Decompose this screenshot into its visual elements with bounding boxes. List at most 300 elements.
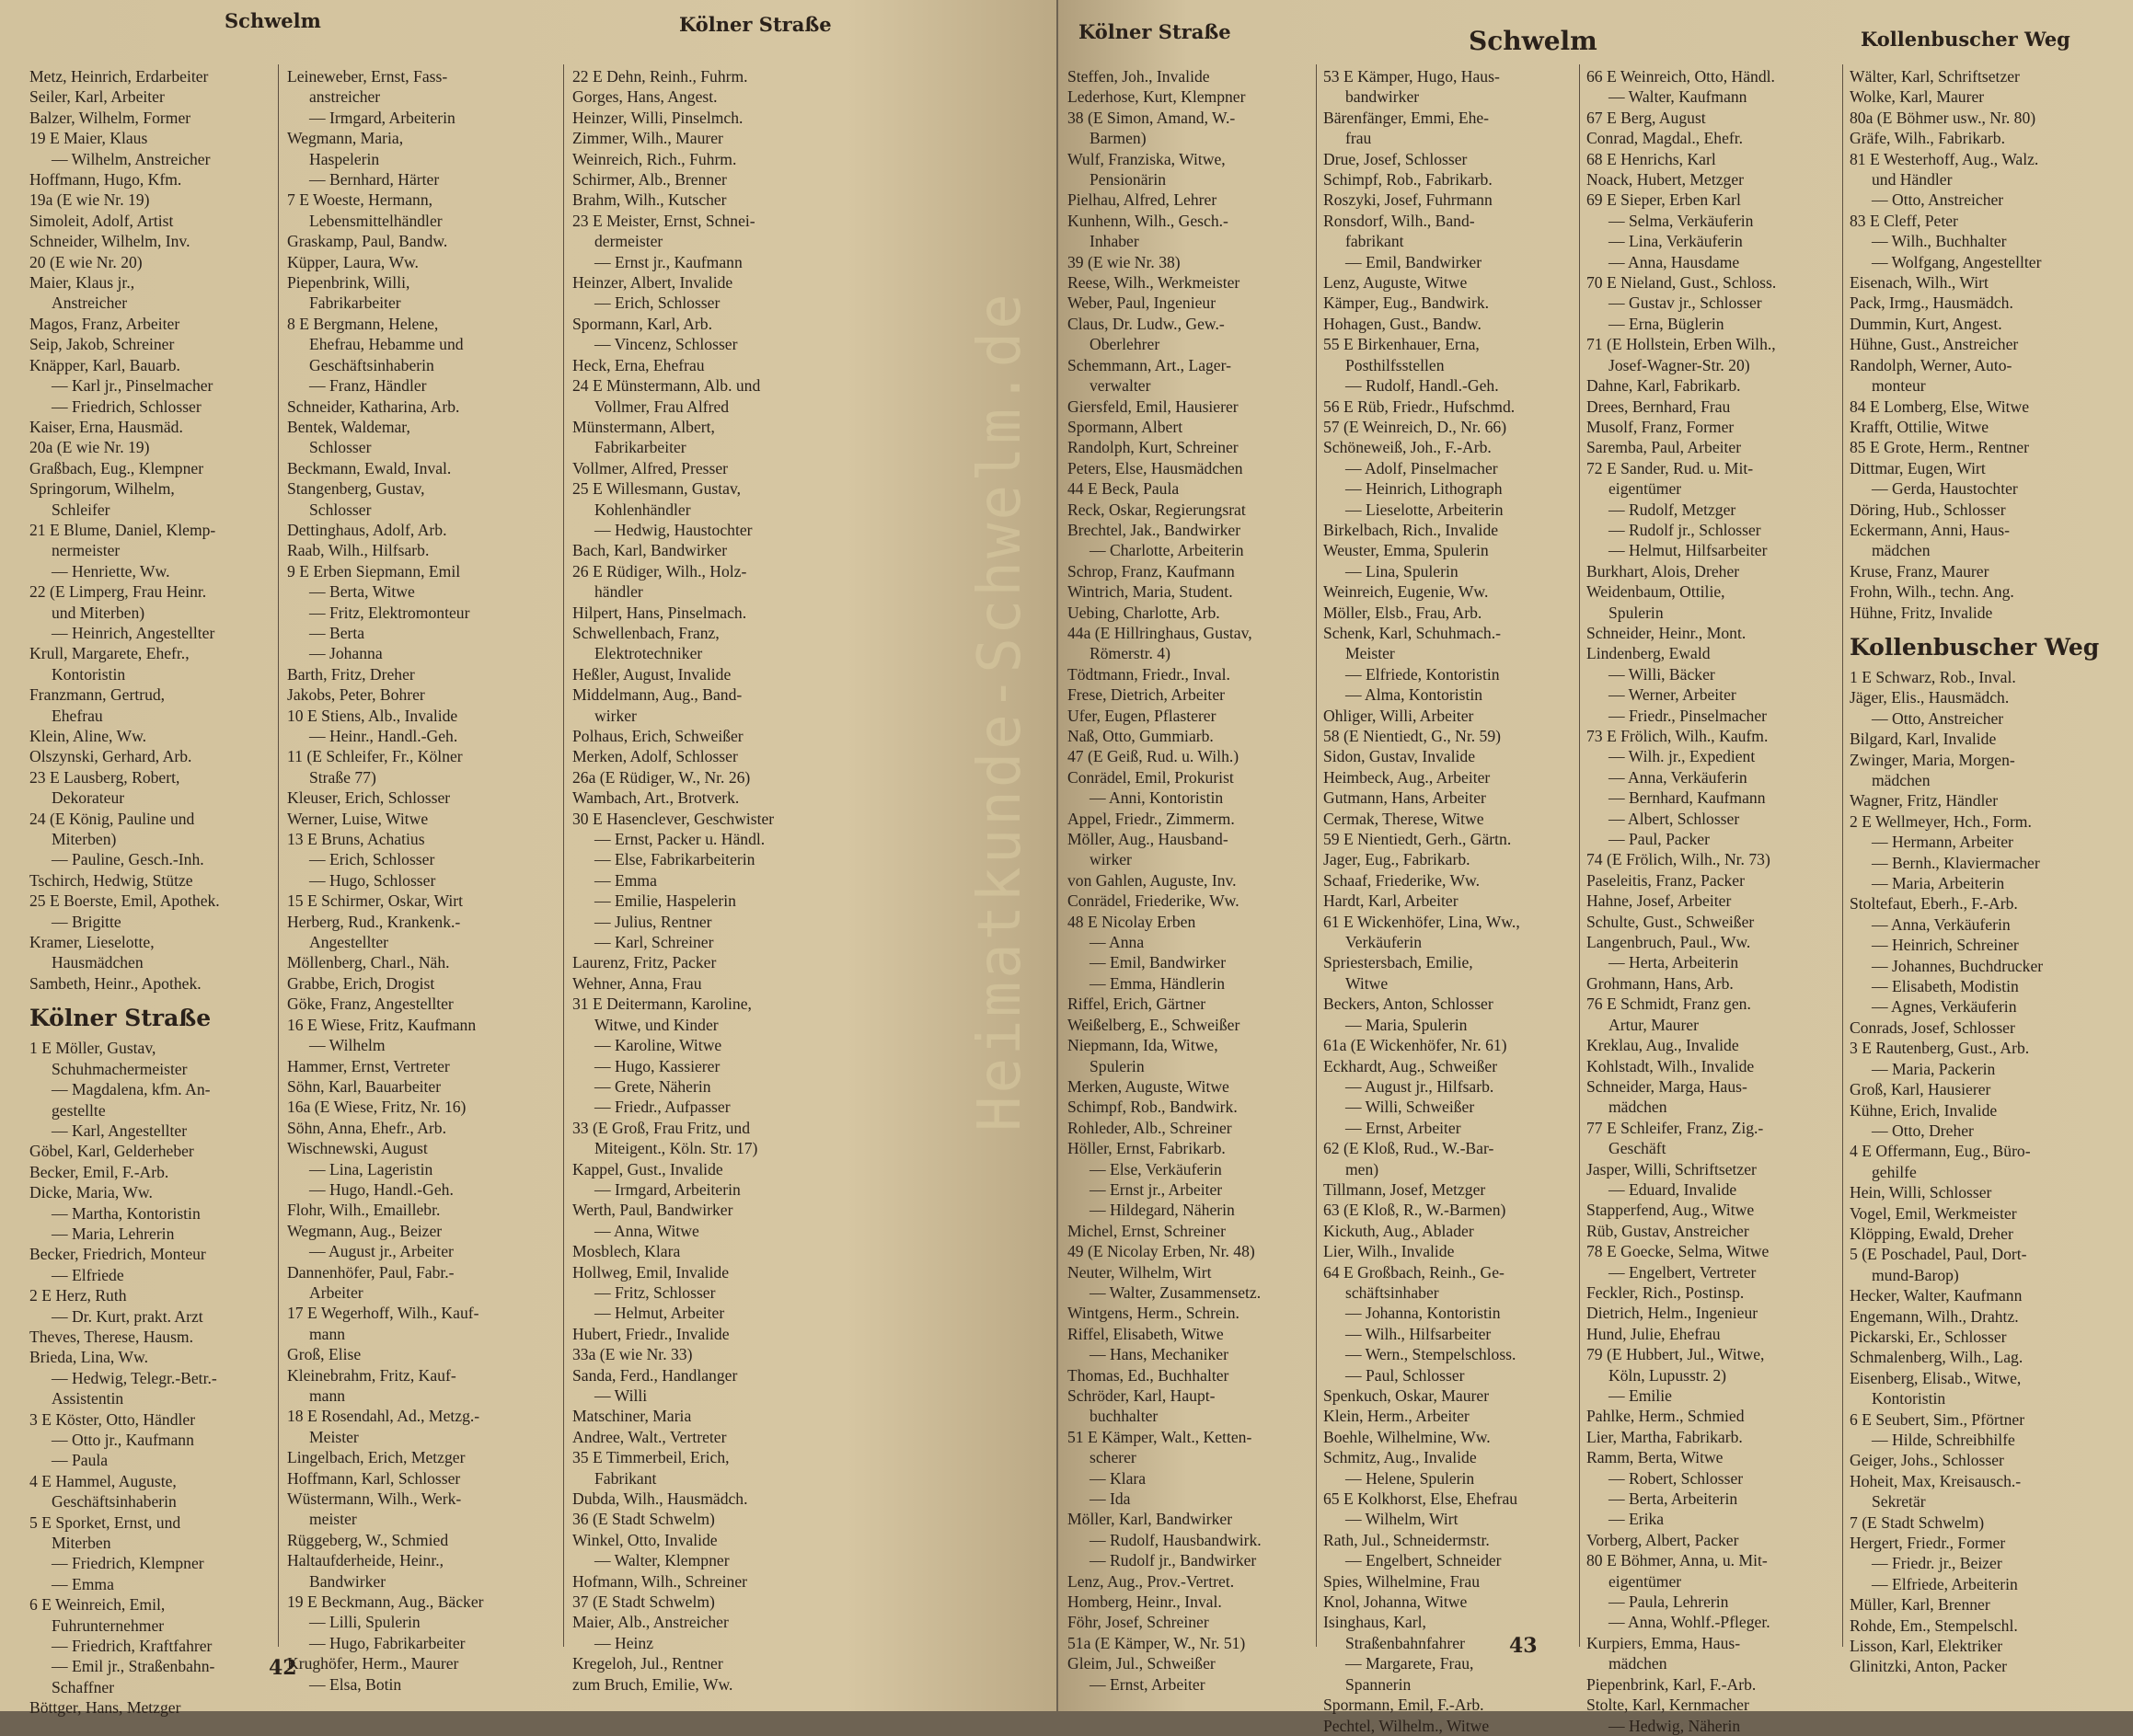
directory-entry: Weber, Paul, Ingenieur — [1067, 293, 1216, 313]
running-head-town: Schwelm — [225, 9, 321, 32]
directory-entry: — Emilie — [1608, 1386, 1672, 1405]
directory-entry: 72 E Sander, Rud. u. Mit- — [1586, 458, 1754, 477]
directory-entry: — Rudolf jr., Bandwirker — [1090, 1551, 1257, 1570]
directory-entry: — Wilhelm — [309, 1036, 386, 1055]
directory-entry: 23 E Meister, Ernst, Schnei- — [572, 211, 755, 230]
directory-entry: Schmalenberg, Wilh., Lag. — [1850, 1348, 2023, 1367]
directory-entry: — Maria, Packerin — [1872, 1059, 1996, 1078]
directory-entry: verwalter — [1090, 376, 1151, 396]
directory-entry: Riffel, Erich, Gärtner — [1067, 994, 1206, 1014]
directory-entry: 24 E Münstermann, Alb. und — [572, 376, 761, 396]
directory-entry: Angestellter — [309, 933, 388, 952]
directory-entry: Sidon, Gustav, Invalide — [1323, 747, 1476, 766]
directory-entry: — Adolf, Pinselmacher — [1345, 458, 1498, 477]
directory-entry: Gutmann, Hans, Arbeiter — [1323, 788, 1486, 808]
directory-entry: Bandwirker — [309, 1571, 386, 1591]
directory-entry: bandwirker — [1345, 87, 1420, 107]
directory-entry: 81 E Westerhoff, Aug., Walz. — [1850, 149, 2039, 168]
directory-entry: Seip, Jakob, Schreiner — [29, 335, 175, 354]
directory-entry: Höller, Ernst, Fabrikarb. — [1067, 1139, 1226, 1158]
directory-entry: Kreklau, Aug., Invalide — [1586, 1036, 1739, 1055]
directory-entry: wirker — [594, 706, 637, 725]
directory-entry: Birkelbach, Rich., Invalide — [1323, 520, 1499, 539]
directory-entry: — Heinrich, Angestellter — [52, 623, 215, 642]
directory-entry: Haltaufderheide, Heinr., — [287, 1551, 444, 1570]
directory-entry: Wälter, Karl, Schriftsetzer — [1850, 67, 2020, 86]
directory-entry: — Karl, Angestellter — [52, 1121, 188, 1140]
directory-entry: Göke, Franz, Angestellter — [287, 994, 454, 1014]
directory-entry: — Klara — [1090, 1468, 1147, 1488]
directory-entry: Möller, Aug., Hausband- — [1067, 830, 1228, 849]
directory-entry: — Robert, Schlosser — [1608, 1468, 1744, 1488]
directory-entry: Ehefrau — [52, 706, 103, 725]
directory-entry: Sambeth, Heinr., Apothek. — [29, 973, 202, 993]
directory-entry: Straßenbahnfahrer — [1345, 1633, 1465, 1652]
directory-entry: Miterben — [52, 1534, 111, 1553]
directory-entry: Anstreicher — [52, 293, 128, 313]
directory-entry: Döring, Hub., Schlosser — [1850, 500, 2006, 519]
directory-entry: wirker — [1090, 850, 1132, 869]
directory-entry: 6 E Weinreich, Emil, — [29, 1595, 166, 1615]
directory-entry: — Karl jr., Pinselmacher — [52, 376, 213, 396]
directory-entry: und Miterben) — [52, 603, 145, 622]
directory-entry: frau — [1345, 129, 1372, 148]
directory-entry: — Helmut, Hilfsarbeiter — [1608, 541, 1768, 560]
directory-entry: Hein, Willi, Schlosser — [1850, 1183, 1992, 1202]
directory-entry: Piepenbrink, Willi, — [287, 273, 410, 293]
directory-entry: Kramer, Lieselotte, — [29, 933, 155, 952]
directory-entry: 19 E Maier, Klaus — [29, 129, 148, 148]
directory-entry: — Helmut, Arbeiter — [594, 1304, 725, 1323]
directory-entry: — Dr. Kurt, prakt. Arzt — [52, 1306, 203, 1326]
directory-entry: Haspelerin — [309, 149, 380, 168]
directory-entry: Dekorateur — [52, 788, 125, 808]
directory-entry: men) — [1345, 1159, 1379, 1178]
directory-entry: — August jr., Hilfsarb. — [1345, 1076, 1494, 1096]
directory-entry: monteur — [1872, 376, 1926, 396]
directory-entry: Magos, Franz, Arbeiter — [29, 314, 180, 333]
directory-entry: — Albert, Schlosser — [1608, 809, 1740, 828]
directory-entry: Miteigent., Köln. Str. 17) — [594, 1139, 758, 1158]
directory-entry: Ehefrau, Hebamme und — [309, 335, 464, 354]
directory-entry: — Willi — [594, 1386, 648, 1405]
directory-entry: — Maria, Spulerin — [1345, 1015, 1468, 1034]
directory-entry: — Grete, Näherin — [594, 1076, 711, 1096]
directory-entry: — Rudolf, Metzger — [1608, 500, 1736, 519]
column-rule — [563, 64, 564, 1647]
directory-entry: Meister — [309, 1427, 359, 1446]
directory-entry: Spies, Wilhelmine, Frau — [1323, 1571, 1481, 1591]
directory-entry: Dubda, Wilh., Hausmädch. — [572, 1489, 748, 1509]
directory-entry: Weinreich, Rich., Fuhrm. — [572, 149, 737, 168]
directory-entry: — Bernhard, Härter — [309, 170, 440, 190]
directory-entry: — Hugo, Handl.-Geh. — [309, 1179, 454, 1199]
directory-entry: Schmitz, Aug., Invalide — [1323, 1448, 1477, 1467]
directory-entry: — Emma — [594, 870, 657, 890]
street-heading: Kölner Straße — [29, 1005, 212, 1032]
directory-entry: Geschäftsinhaberin — [52, 1492, 177, 1512]
directory-entry: Artur, Maurer — [1608, 1015, 1699, 1034]
directory-entry: Randolph, Werner, Auto- — [1850, 355, 2012, 374]
directory-entry: Heßler, August, Invalide — [572, 664, 732, 684]
directory-entry: Schleifer — [52, 500, 110, 519]
directory-entry: Maier, Klaus jr., — [29, 273, 135, 293]
directory-entry: Inhaber — [1090, 232, 1139, 251]
directory-entry: — Hugo, Kassierer — [594, 1056, 721, 1075]
directory-entry: Burkhart, Alois, Dreher — [1586, 561, 1740, 581]
directory-entry: mädchen — [1872, 541, 1931, 560]
directory-entry: Eisenach, Wilh., Wirt — [1850, 273, 1989, 293]
running-head-street: Kölner Straße — [679, 13, 832, 36]
directory-entry: Wintgens, Herm., Schrein. — [1067, 1304, 1239, 1323]
directory-entry: Wintrich, Maria, Student. — [1067, 582, 1233, 602]
directory-entry: Krughöfer, Herm., Maurer — [287, 1654, 459, 1673]
directory-entry: Claus, Dr. Ludw., Gew.- — [1067, 314, 1225, 333]
directory-entry: — Erich, Schlosser — [594, 293, 721, 313]
directory-entry: Assistentin — [52, 1389, 124, 1408]
directory-entry: — Otto, Dreher — [1872, 1121, 1974, 1140]
directory-entry: Beckmann, Ewald, Inval. — [287, 458, 452, 477]
directory-entry: — Hedwig, Telegr.-Betr.- — [52, 1368, 217, 1387]
running-head-street: Kollenbuscher Weg — [1861, 28, 2070, 51]
directory-entry: Werth, Paul, Bandwirker — [572, 1201, 733, 1220]
directory-entry: 44a (E Hillringhaus, Gustav, — [1067, 623, 1252, 642]
directory-entry: 31 E Deitermann, Karoline, — [572, 994, 752, 1014]
directory-entry: Heimbeck, Aug., Arbeiter — [1323, 767, 1491, 787]
directory-entry: — Rudolf, Hausbandwirk. — [1090, 1530, 1262, 1549]
directory-entry: — Friedr., Aufpasser — [594, 1098, 731, 1117]
directory-entry: Glinitzki, Anton, Packer — [1850, 1657, 2008, 1676]
directory-entry: Lingelbach, Erich, Metzger — [287, 1448, 466, 1467]
directory-entry: Heinzer, Albert, Invalide — [572, 273, 733, 293]
directory-entry: — Ernst, Arbeiter — [1090, 1674, 1205, 1694]
directory-entry: Polhaus, Erich, Schweißer — [572, 727, 744, 745]
directory-entry: händler — [594, 582, 643, 602]
directory-entry: Pahlke, Herm., Schmied — [1586, 1407, 1745, 1426]
directory-entry: Schimpf, Rob., Bandwirk. — [1067, 1098, 1238, 1117]
directory-entry: — Johanna — [309, 644, 383, 663]
address-column — [287, 66, 558, 1694]
directory-entry: — Selma, Verkäuferin — [1608, 211, 1754, 230]
directory-entry: 62 (E Kloß, Rud., W.-Bar- — [1323, 1139, 1494, 1158]
directory-entry: gestellte — [52, 1100, 106, 1120]
directory-entry: — Maria, Arbeiterin — [1872, 874, 2005, 893]
directory-entry: Hausmädchen — [52, 953, 144, 972]
directory-entry: Lederhose, Kurt, Klempner — [1067, 87, 1246, 107]
directory-entry: Rüb, Gustav, Anstreicher — [1586, 1221, 1749, 1240]
page-header — [0, 0, 1056, 64]
directory-entry: Andree, Walt., Vertreter — [572, 1427, 727, 1446]
directory-entry: Geschäft — [1608, 1139, 1666, 1158]
directory-entry: — Elsa, Botin — [309, 1674, 402, 1694]
directory-entry: von Gahlen, Auguste, Inv. — [1067, 870, 1237, 890]
directory-entry: — Emma, Händlerin — [1090, 973, 1226, 993]
directory-entry: 25 E Boerste, Emil, Apothek. — [29, 891, 220, 911]
directory-entry: Reese, Wilh., Werkmeister — [1067, 273, 1240, 293]
directory-entry: Hühne, Fritz, Invalide — [1850, 603, 1993, 622]
directory-entry: Knäpper, Karl, Bauarb. — [29, 355, 180, 374]
directory-entry: Wagner, Fritz, Händler — [1850, 791, 1999, 811]
directory-entry: — Walter, Klempner — [594, 1551, 730, 1570]
directory-entry: 1 E Schwarz, Rob., Inval. — [1850, 667, 2016, 686]
directory-entry: Brechtel, Jak., Bandwirker — [1067, 520, 1241, 539]
directory-entry: Lenz, Auguste, Witwe — [1323, 273, 1468, 293]
directory-entry: Knol, Johanna, Witwe — [1323, 1592, 1468, 1612]
directory-entry: Schneider, Wilhelm, Inv. — [29, 232, 190, 251]
directory-entry: — Alma, Kontoristin — [1345, 685, 1483, 705]
directory-entry: Klein, Aline, Ww. — [29, 727, 147, 745]
directory-entry: Schaffner — [52, 1677, 115, 1696]
directory-entry: 15 E Schirmer, Oskar, Wirt — [287, 891, 464, 911]
directory-entry: Schneider, Katharina, Arb. — [287, 397, 460, 416]
directory-entry: Neuter, Wilhelm, Wirt — [1067, 1262, 1212, 1282]
directory-entry: Spenkuch, Oskar, Maurer — [1323, 1386, 1490, 1405]
directory-entry: Paseleitis, Franz, Packer — [1586, 870, 1745, 890]
directory-entry: Bilgard, Karl, Invalide — [1850, 730, 1997, 749]
directory-entry: Vorberg, Albert, Packer — [1586, 1530, 1739, 1549]
directory-entry: Reck, Oskar, Regierungsrat — [1067, 500, 1246, 519]
directory-entry: eigentümer — [1608, 479, 1682, 499]
directory-entry: — Lina, Verkäuferin — [1608, 232, 1743, 251]
directory-entry: Dahne, Karl, Fabrikarb. — [1586, 376, 1741, 396]
directory-entry: 61a (E Wickenhöfer, Nr. 61) — [1323, 1036, 1507, 1055]
directory-entry: Rohde, Em., Stempelschl. — [1850, 1615, 2018, 1635]
directory-entry: — Anna, Wohlf.-Pfleger. — [1608, 1613, 1770, 1632]
left-page — [0, 0, 1056, 1718]
directory-entry: 33a (E wie Nr. 33) — [572, 1345, 693, 1364]
directory-entry: — Engelbert, Vertreter — [1608, 1262, 1757, 1282]
directory-entry: Kunhenn, Wilh., Gesch.- — [1067, 211, 1228, 230]
directory-entry: Gleim, Jul., Schweißer — [1067, 1654, 1216, 1673]
directory-entry: Elektrotechniker — [594, 644, 703, 663]
directory-entry: Jager, Eug., Fabrikarb. — [1323, 850, 1470, 869]
directory-entry: Frese, Dietrich, Arbeiter — [1067, 685, 1225, 705]
directory-entry: Barmen) — [1090, 129, 1147, 148]
directory-entry: eigentümer — [1608, 1571, 1682, 1591]
directory-entry: — Wilh., Hilfsarbeiter — [1345, 1324, 1492, 1343]
directory-entry: Matschiner, Maria — [572, 1407, 692, 1426]
directory-entry: — Maria, Lehrerin — [52, 1224, 175, 1243]
directory-entry: — Hans, Mechaniker — [1090, 1345, 1228, 1364]
directory-entry: 59 E Nientiedt, Gerh., Gärtn. — [1323, 830, 1512, 849]
watermark-text: Heimatkunde-Schwelm.de — [966, 291, 1034, 1132]
directory-entry: — Johanna, Kontoristin — [1345, 1304, 1501, 1323]
address-column — [29, 66, 272, 1718]
directory-entry: — Pauline, Gesch.-Inh. — [52, 850, 204, 869]
directory-entry: 37 (E Stadt Schwelm) — [572, 1592, 715, 1612]
directory-entry: Hammer, Ernst, Vertreter — [287, 1056, 450, 1075]
directory-entry: 16 E Wiese, Fritz, Kaufmann — [287, 1015, 477, 1034]
directory-entry: mädchen — [1872, 771, 1931, 789]
directory-entry: 67 E Berg, August — [1586, 108, 1706, 127]
directory-entry: 23 E Lausberg, Robert, — [29, 767, 180, 787]
directory-entry: Tödtmann, Friedr., Inval. — [1067, 664, 1230, 684]
directory-entry: — Friedr. jr., Beizer — [1872, 1554, 2002, 1573]
directory-entry: — Emil jr., Straßenbahn- — [52, 1657, 215, 1676]
directory-entry: Merken, Auguste, Witwe — [1067, 1076, 1229, 1096]
directory-entry: 39 (E wie Nr. 38) — [1067, 252, 1181, 271]
running-head-town: Schwelm — [1469, 26, 1597, 56]
directory-entry: 5 E Sporket, Ernst, und — [29, 1512, 181, 1532]
directory-entry: Sanda, Ferd., Handlanger — [572, 1365, 738, 1385]
directory-entry: — Walter, Kaufmann — [1608, 87, 1747, 107]
directory-entry: Pielhau, Alfred, Lehrer — [1067, 190, 1217, 210]
directory-entry: Michel, Ernst, Schreiner — [1067, 1221, 1226, 1240]
directory-entry: Schirmer, Alb., Brenner — [572, 170, 727, 190]
directory-entry: — Karl, Schreiner — [594, 933, 714, 952]
right-page — [1058, 0, 2133, 1735]
directory-entry: Seiler, Karl, Arbeiter — [29, 87, 165, 107]
directory-entry: 47 (E Geiß, Rud. u. Wilh.) — [1067, 747, 1239, 766]
directory-entry: — Erich, Schlosser — [309, 850, 435, 869]
directory-entry: Piepenbrink, Karl, F.-Arb. — [1586, 1674, 1757, 1694]
directory-entry: — Heinrich, Lithograph — [1345, 479, 1503, 499]
directory-entry: — Hedwig, Haustochter — [594, 520, 753, 539]
directory-entry: — Hermann, Arbeiter — [1872, 833, 2013, 852]
directory-entry: 57 (E Weinreich, D., Nr. 66) — [1323, 417, 1507, 436]
directory-entry: Köln, Lupusstr. 2) — [1608, 1365, 1727, 1385]
directory-entry: Ronsdorf, Wilh., Band- — [1323, 211, 1475, 230]
directory-entry: Rath, Jul., Schneidermstr. — [1323, 1530, 1490, 1549]
directory-entry: Schlosser — [309, 500, 372, 519]
directory-entry: Peters, Else, Hausmädchen — [1067, 458, 1243, 477]
directory-entry: Theves, Therese, Hausm. — [29, 1327, 193, 1346]
directory-entry: — Emil, Bandwirker — [1090, 953, 1227, 972]
directory-entry: Hardt, Karl, Arbeiter — [1323, 891, 1459, 911]
directory-entry: Hohagen, Gust., Bandw. — [1323, 314, 1482, 333]
directory-entry: — Willi, Bäcker — [1608, 664, 1715, 684]
directory-entry: mann — [309, 1324, 346, 1343]
directory-entry: 51 E Kämper, Walt., Ketten- — [1067, 1427, 1252, 1446]
directory-entry: — Wilh., Buchhalter — [1872, 232, 2007, 251]
directory-entry: Dannenhöfer, Paul, Fabr.- — [287, 1262, 455, 1282]
directory-entry: Schneider, Marga, Haus- — [1586, 1076, 1747, 1096]
directory-entry: — Berta — [309, 623, 365, 642]
directory-entry: Stolte, Karl, Kernmacher — [1586, 1696, 1749, 1715]
directory-entry: zum Bruch, Emilie, Ww. — [572, 1674, 733, 1694]
directory-entry: Frohn, Wilh., techn. Ang. — [1850, 582, 2014, 602]
directory-entry: Engemann, Wilh., Drahtz. — [1850, 1306, 2019, 1326]
directory-entry: Möllenberg, Charl., Näh. — [287, 953, 450, 972]
directory-entry: nermeister — [52, 541, 121, 560]
directory-entry: Kämper, Eug., Bandwirk. — [1323, 293, 1490, 313]
directory-entry: Dettinghaus, Adolf, Arb. — [287, 520, 447, 539]
directory-entry: Schuhmachermeister — [52, 1059, 188, 1078]
directory-entry: Stangenberg, Gustav, — [287, 479, 425, 499]
directory-entry: Weißelberg, E., Schweißer — [1067, 1015, 1240, 1034]
directory-entry: Randolph, Kurt, Schreiner — [1067, 438, 1239, 457]
directory-entry: Wehner, Anna, Frau — [572, 973, 702, 993]
directory-entry: — Heinr., Handl.-Geh. — [309, 727, 458, 745]
directory-entry: Josef-Wagner-Str. 20) — [1608, 355, 1750, 374]
directory-entry: Ufer, Eugen, Pflasterer — [1067, 706, 1216, 725]
directory-entry: 30 E Hasenclever, Geschwister — [572, 809, 775, 828]
directory-entry: — Engelbert, Schneider — [1345, 1551, 1502, 1570]
directory-entry: — Friedr., Pinselmacher — [1608, 706, 1767, 725]
directory-entry: — Friedrich, Kraftfahrer — [52, 1637, 213, 1656]
directory-entry: Graßbach, Eug., Klempner — [29, 458, 204, 477]
directory-entry: Stapperfend, Aug., Witwe — [1586, 1201, 1755, 1220]
directory-entry: Witwe, und Kinder — [594, 1015, 719, 1034]
address-column — [1850, 66, 2116, 1676]
directory-entry: — Berta, Witwe — [309, 582, 415, 602]
directory-entry: Stoltefaut, Eberh., F.-Arb. — [1850, 894, 2018, 914]
directory-entry: 25 E Willesmann, Gustav, — [572, 479, 742, 499]
directory-entry: Fabrikarbeiter — [594, 438, 686, 457]
directory-entry: — Margarete, Frau, — [1345, 1654, 1474, 1673]
directory-entry: Appel, Friedr., Zimmerm. — [1067, 809, 1235, 828]
directory-entry: — Brigitte — [52, 912, 121, 931]
directory-entry: Kappel, Gust., Invalide — [572, 1159, 723, 1178]
directory-entry: Lisson, Karl, Elektriker — [1850, 1637, 2003, 1656]
address-column — [572, 66, 848, 1694]
directory-entry: — Bernhard, Kaufmann — [1608, 788, 1766, 808]
directory-entry: Wambach, Art., Brotverk. — [572, 788, 740, 808]
directory-entry: Wegmann, Maria, — [287, 129, 404, 148]
directory-entry: Geschäftsinhaberin — [309, 355, 434, 374]
directory-entry: — Rudolf jr., Schlosser — [1608, 520, 1761, 539]
directory-entry: Pechtel, Wilhelm., Witwe — [1323, 1716, 1490, 1735]
directory-entry: Krull, Margarete, Ehefr., — [29, 644, 190, 663]
directory-entry: Söhn, Karl, Bauarbeiter — [287, 1076, 442, 1096]
directory-entry: — Karoline, Witwe — [594, 1036, 722, 1055]
directory-entry: Schimpf, Rob., Fabrikarb. — [1323, 170, 1493, 190]
directory-entry: Drees, Bernhard, Frau — [1586, 397, 1731, 416]
directory-entry: Dietrich, Helm., Ingenieur — [1586, 1304, 1758, 1323]
directory-entry: — Otto, Anstreicher — [1872, 708, 2004, 728]
directory-entry: Conrad, Magdal., Ehefr. — [1586, 129, 1744, 148]
directory-entry: Dittmar, Eugen, Wirt — [1850, 458, 1986, 477]
directory-entry: — Lieselotte, Arbeiterin — [1345, 500, 1504, 519]
directory-entry: — Erna, Büglerin — [1608, 314, 1724, 333]
directory-entry: — Gustav jr., Schlosser — [1608, 293, 1762, 313]
directory-entry: Mosblech, Klara — [572, 1242, 681, 1261]
directory-entry: Kaiser, Erna, Hausmäd. — [29, 417, 183, 436]
directory-entry: Merken, Adolf, Schlosser — [572, 747, 738, 766]
directory-entry: Verkäuferin — [1345, 933, 1423, 952]
directory-entry: 22 E Dehn, Reinh., Fuhrm. — [572, 67, 748, 86]
directory-entry: Noack, Hubert, Metzger — [1586, 170, 1744, 190]
directory-entry: Spormann, Emil, F.-Arb. — [1323, 1696, 1484, 1715]
directory-entry: — Anna, Witwe — [594, 1221, 699, 1240]
directory-entry: Schenk, Karl, Schuhmach.- — [1323, 623, 1501, 642]
directory-entry: Barth, Fritz, Dreher — [287, 664, 415, 684]
directory-entry: Pack, Irmg., Hausmädch. — [1850, 293, 2013, 313]
directory-entry: gehilfe — [1872, 1162, 1917, 1181]
address-column — [1586, 66, 1837, 1735]
directory-entry: Hühne, Gust., Anstreicher — [1850, 335, 2019, 354]
directory-entry: Winkel, Otto, Invalide — [572, 1530, 718, 1549]
directory-entry: 4 E Offermann, Eug., Büro- — [1850, 1142, 2031, 1161]
column-rule — [1842, 64, 1843, 1647]
directory-entry: — Otto, Anstreicher — [1872, 190, 2004, 210]
directory-entry: und Händler — [1872, 170, 1953, 190]
directory-entry: 7 E Woeste, Hermann, — [287, 190, 433, 210]
directory-entry: — Wilhelm, Wirt — [1345, 1510, 1459, 1529]
directory-entry: Spulerin — [1608, 603, 1664, 622]
directory-entry: Laurenz, Fritz, Packer — [572, 953, 717, 972]
directory-entry: 80 E Böhmer, Anna, u. Mit- — [1586, 1551, 1768, 1570]
directory-entry: — Irmgard, Arbeiterin — [594, 1179, 741, 1199]
directory-entry: meister — [309, 1510, 357, 1529]
directory-entry: schäftsinhaber — [1345, 1282, 1439, 1302]
directory-entry: — Elfriede, Kontoristin — [1345, 664, 1500, 684]
directory-entry: Olszynski, Gerhard, Arb. — [29, 747, 192, 766]
directory-entry: Lindenberg, Ewald — [1586, 644, 1711, 663]
directory-entry: — Paul, Packer — [1608, 830, 1710, 849]
directory-entry: 49 (E Nicolay Erben, Nr. 48) — [1067, 1242, 1255, 1261]
directory-entry: anstreicher — [309, 87, 381, 107]
